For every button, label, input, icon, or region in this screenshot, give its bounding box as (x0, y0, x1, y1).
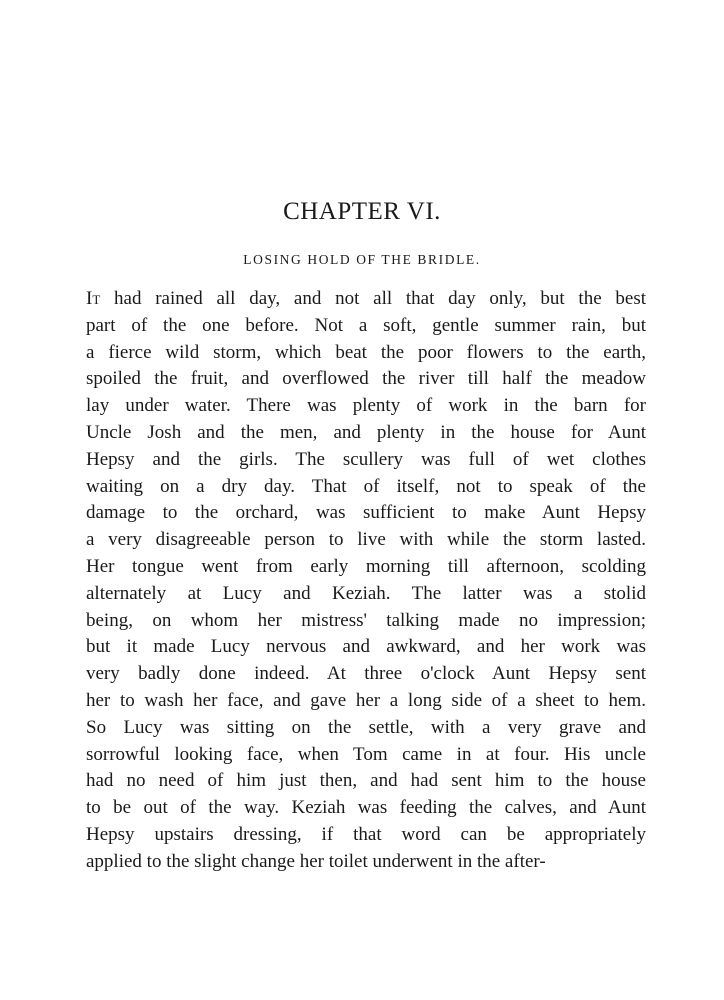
text-line: but it made Lucy nervous and awkward, and her work was (86, 636, 646, 658)
text-line: lay under water. There was plenty of work in the barn for (86, 395, 646, 417)
chapter-body (86, 286, 646, 876)
text-line: Her tongue went from early morning till afternoon, scolding (86, 555, 646, 577)
text-line: sorrowful looking face, when Tom came in at four. His uncle (86, 743, 646, 765)
text-line: So Lucy was sitting on the settle, with a very grave and (86, 716, 646, 738)
text-line: Uncle Josh and the men, and plenty in the house for Aunt (86, 421, 646, 443)
text-line: Hepsy and the girls. The scullery was full of wet clothes (86, 448, 646, 470)
text-line: her to wash her face, and gave her a long side of a sheet to hem. (86, 689, 646, 711)
text-line: very badly done indeed. At three o'clock Aunt Hepsy sent (86, 663, 646, 685)
text-line: a fierce wild storm, which beat the poor flowers to the earth, (86, 341, 646, 363)
text-line: to be out of the way. Keziah was feeding the calves, and Aunt (86, 797, 646, 819)
text-line: had no need of him just then, and had sent him to the house (86, 770, 646, 792)
text-line: applied to the slight change her toilet underwent in the after- (86, 850, 546, 872)
text-line: alternately at Lucy and Keziah. The latter was a stolid (86, 582, 646, 604)
text-line: Hepsy upstairs dressing, if that word can be appropriately (86, 823, 646, 845)
chapter-subtitle: LOSING HOLD OF THE BRIDLE. (243, 252, 481, 267)
text-line: part of the one before. Not a soft, gentle summer rain, but (86, 314, 646, 336)
line-text: had rained all day, and not all that day only, but the best (100, 288, 646, 309)
text-line: damage to the orchard, was sufficient to make Aunt Hepsy (86, 502, 646, 524)
text-line: a very disagreeable person to live with while the storm lasted. (86, 529, 646, 551)
text-line: waiting on a dry day. That of itself, not to speak of the (86, 475, 646, 497)
lead-word: It (86, 288, 101, 309)
chapter-title: CHAPTER VI. (283, 198, 441, 225)
text-line: being, on whom her mistress' talking made no impression; (86, 609, 646, 631)
text-line (86, 286, 646, 313)
text-line: spoiled the fruit, and overflowed the river till half the meadow (86, 368, 646, 390)
